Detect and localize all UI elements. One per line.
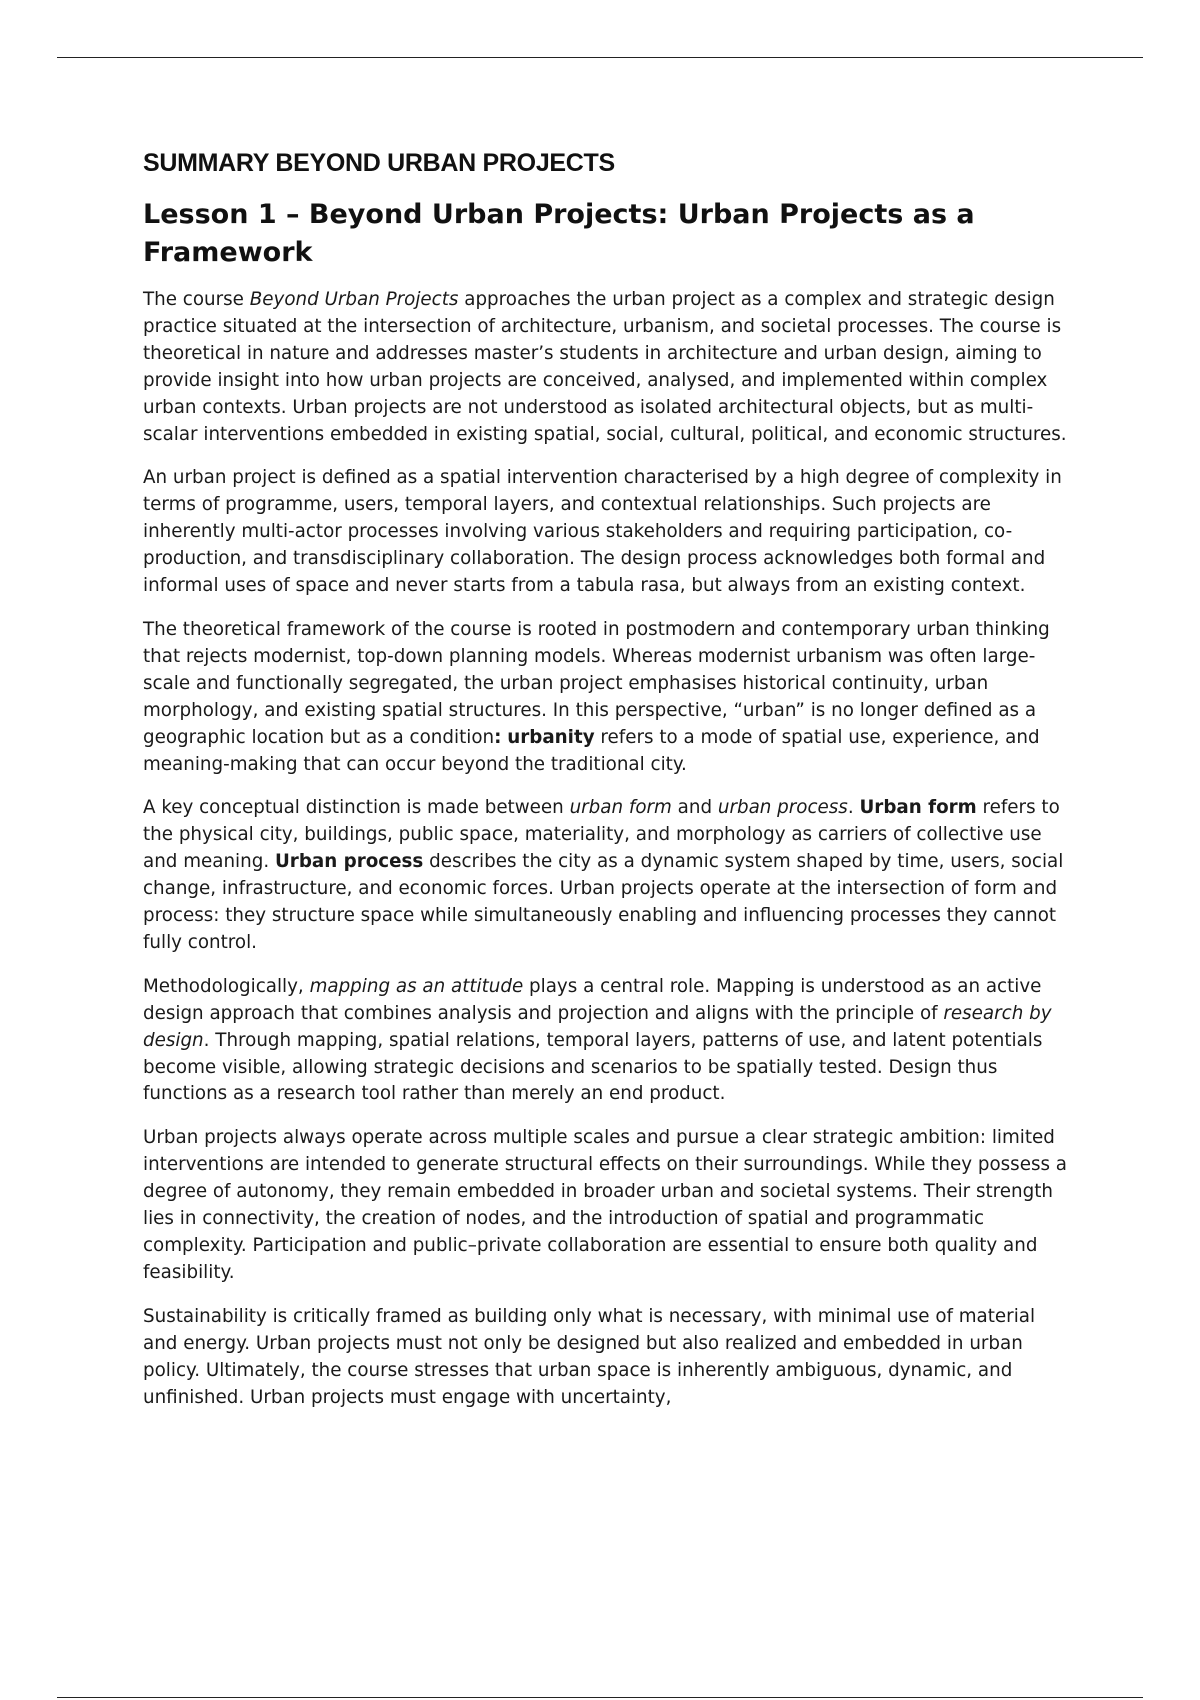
italic-term: Beyond Urban Projects — [249, 289, 459, 310]
italic-term: urban process — [717, 797, 848, 819]
top-rule — [57, 57, 1143, 58]
text-run: approaches the urban project as a complex and strategic design practice situated at the intersection of architecture, urbanism, and societal processes. The course is theoretical in nature and addresses master’s students in architecture and urban design, aiming to provide insight into how urban projects are conceived, analysed, and implemented within complex urban contexts. Urban projects are not understood as isolated architectural objects, but as multi-scalar interventions embedded in existing spatial, social, cultural, political, and economic structures. — [143, 289, 1067, 445]
italic-term: urban form — [569, 797, 672, 819]
text-run: plays a central role. Mapping is understood as an active design approach that combines analysis and projection and aligns with the principle of — [143, 975, 1042, 1024]
lesson-title: Lesson 1 – Beyond Urban Projects: Urban Projects as a Framework — [143, 199, 975, 268]
text-run: . Through mapping, spatial relations, temporal layers, patterns of use, and latent potentials become visible, allowing strategic decisions and scenarios to be spatially tested. Design thus functions as a research tool rather than merely an end product. — [143, 1029, 1043, 1105]
text-run: and — [671, 797, 718, 819]
paragraph-form-and-process — [143, 795, 1068, 956]
bold-term: Urban process — [274, 851, 424, 873]
text-run: Methodologically, — [143, 975, 310, 997]
text-run: . — [847, 797, 860, 819]
text-run: A key conceptual distinction is made between — [143, 797, 570, 819]
document-body — [143, 146, 1068, 1428]
italic-term: mapping as an attitude — [309, 975, 524, 997]
paragraph-urban-project-definition — [143, 465, 1068, 600]
text-run: describes the city as a dynamic system shaped by time, users, social change, infrastructure, and economic forces. Urban projects operate at the intersection of form and process: they structure space while simultaneously enabling and influencing processes they cannot fully control. — [143, 851, 1064, 953]
document-title: SUMMARY BEYOND URBAN PROJECTS — [143, 149, 615, 177]
bottom-rule — [57, 1697, 1143, 1698]
paragraph-theoretical-framework — [143, 617, 1068, 778]
bold-term: : — [494, 726, 502, 748]
paragraph-mapping — [143, 974, 1068, 1109]
paragraph-sustainability — [143, 1304, 1068, 1412]
text-run: The theoretical framework of the course is rooted in postmodern and contemporary urban thinking that rejects modernist, top-down planning models. Whereas modernist urbanism was often large-scale and functionally segregated, the urban project emphasises historical continuity, urban morphology, and existing spatial structures. In this perspective, “urban” is no longer defined as a geographic location but as a condition — [143, 618, 1050, 748]
text-run: refers to the physical city, buildings, public space, materiality, and morphology as carriers of collective use and meaning. — [143, 797, 1060, 873]
italic-term: research by design — [143, 1002, 1052, 1051]
text-run: An urban project is defined as a spatial intervention characterised by a high degree of complexity in terms of programme, users, temporal layers, and contextual relationships. Such projects are inherently multi-actor processes involving various stakeholders and requiring participation, co-production, and transdisciplinary collaboration. The design process acknowledges both formal and informal uses of space and never starts from a tabula rasa, but always from an existing context. — [143, 467, 1062, 597]
bold-term: Urban form — [859, 797, 977, 819]
text-run: The course — [143, 289, 250, 310]
text-run: Sustainability is critically framed as building only what is necessary, with minimal use of material and energy. Urban projects must not only be designed but also realized and embedded in urban policy. Ultimately, the course stresses that urban space is inherently ambiguous, dynamic, and unfinished. Urban projects must engage with uncertainty, — [143, 1305, 1036, 1408]
text-run: Urban projects always operate across multiple scales and pursue a clear strategic ambition: limited interventions are intended to generate structural effects on their surroundings. While they possess a degree of autonomy, they remain embedded in broader urban and societal systems. Their strength lies in connectivity, the creation of nodes, and the introduction of spatial and programmatic complexity. Participation and public–private collaboration are essential to ensure both quality and feasibility. — [143, 1127, 1068, 1283]
paragraph-scales-and-ambition — [143, 1125, 1068, 1286]
text-run: refers to a mode of spatial use, experience, and meaning-making that can occur beyond the traditional city. — [143, 726, 1040, 775]
bold-term: urbanity — [507, 726, 595, 748]
paragraph-intro — [143, 287, 1068, 448]
